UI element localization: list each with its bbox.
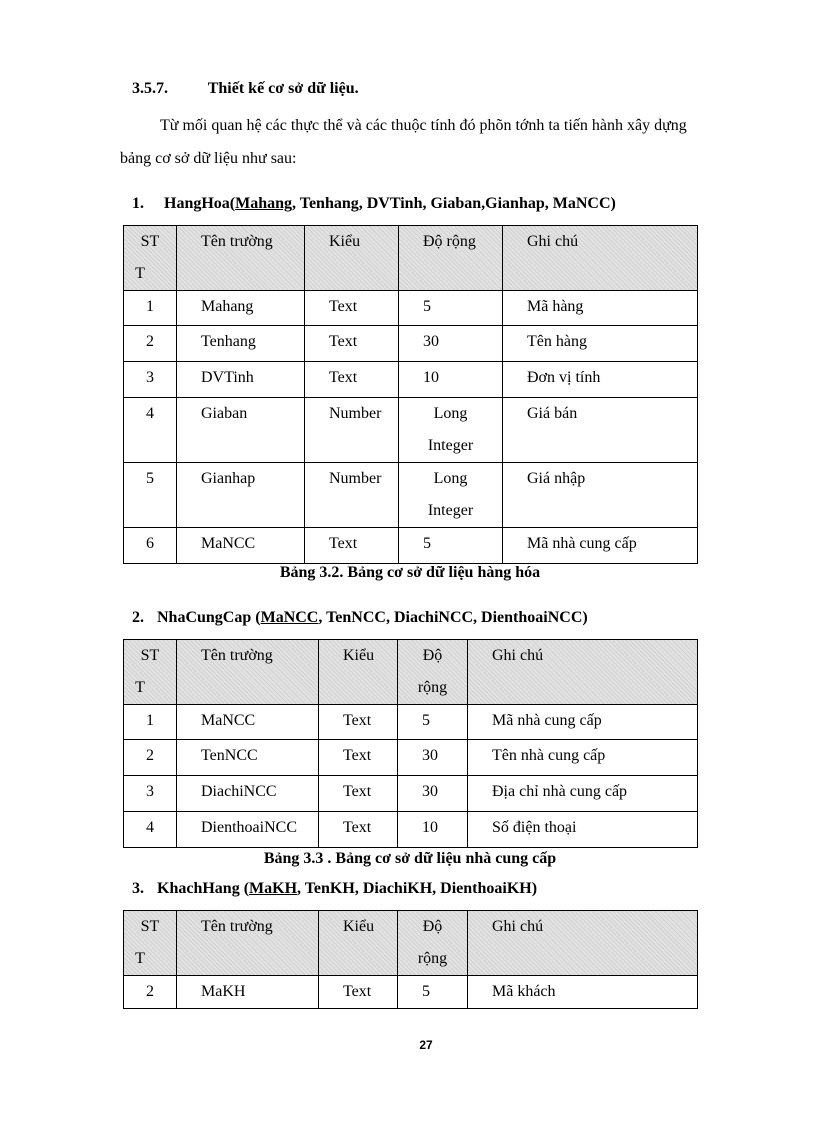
cell-type: Text [319, 705, 398, 740]
header-type: Kiểu [319, 911, 398, 976]
table-row [124, 705, 698, 740]
cell-note: Đơn vị tính [503, 362, 698, 398]
cell-field: MaNCC [177, 705, 319, 740]
cell-stt: 4 [124, 812, 177, 848]
table-row [124, 291, 698, 326]
header-note: Ghi chú [468, 911, 698, 976]
table-nhacungcap [123, 639, 698, 848]
cell-type: Text [319, 776, 398, 812]
cell-field: Gianhap [177, 463, 305, 528]
table-row [124, 398, 698, 463]
cell-width: 10 [398, 812, 468, 848]
cell-type: Text [305, 362, 399, 398]
table-row [124, 976, 698, 1009]
cell-field: Tenhang [177, 326, 305, 362]
section-title: Thiết kế cơ sở dữ liệu. [207, 80, 359, 97]
cell-field: DiachiNCC [177, 776, 319, 812]
table-3-key: MaKH [249, 880, 298, 897]
cell-note: Tên hàng [503, 326, 698, 362]
table-row [124, 528, 698, 564]
cell-note: Giá bán [503, 398, 698, 463]
intro-line-2: bảng cơ sở dữ liệu như sau: [120, 150, 297, 167]
cell-width: Long Integer [399, 463, 503, 528]
header-stt: ST T [124, 226, 177, 291]
cell-width: 5 [399, 528, 503, 564]
cell-stt: 3 [124, 776, 177, 812]
header-width: Độ rộng [399, 226, 503, 291]
cell-width: 30 [399, 326, 503, 362]
header-note: Ghi chú [503, 226, 698, 291]
cell-stt: 4 [124, 398, 177, 463]
cell-note: Mã hàng [503, 291, 698, 326]
header-type: Kiểu [305, 226, 399, 291]
table-1-title [132, 195, 616, 213]
table-header-row [124, 911, 698, 976]
header-stt: ST T [124, 640, 177, 705]
cell-type: Number [305, 398, 399, 463]
cell-note: Mã khách [468, 976, 698, 1009]
table-row [124, 812, 698, 848]
header-width: Độ rộng [398, 911, 468, 976]
table-2-caption: Bảng 3.3 . Bảng cơ sở dữ liệu nhà cung cấp [263, 850, 557, 867]
cell-type: Text [305, 528, 399, 564]
table-row [124, 463, 698, 528]
cell-stt: 6 [124, 528, 177, 564]
header-field: Tên trường [177, 640, 319, 705]
cell-field: DVTinh [177, 362, 305, 398]
cell-note: Mã nhà cung cấp [503, 528, 698, 564]
table-2-name: NhaCungCap ( [157, 609, 261, 626]
header-type: Kiểu [319, 640, 398, 705]
cell-width: 30 [398, 776, 468, 812]
section-heading [132, 80, 359, 98]
header-stt: ST T [124, 911, 177, 976]
table-1-caption: Bảng 3.2. Bảng cơ sở dữ liệu hàng hóa [279, 564, 541, 581]
cell-field: Mahang [177, 291, 305, 326]
table-2-title [132, 609, 588, 627]
cell-stt: 2 [124, 740, 177, 776]
section-number: 3.5.7. [132, 80, 168, 97]
cell-type: Text [319, 740, 398, 776]
cell-width: 30 [398, 740, 468, 776]
table-3-attributes: , TenKH, DiachiKH, DienthoaiKH) [297, 880, 538, 897]
cell-stt: 3 [124, 362, 177, 398]
table-1-name: HangHoa( [164, 195, 236, 212]
cell-width: Long Integer [399, 398, 503, 463]
cell-width: 5 [398, 705, 468, 740]
table-3-title [132, 880, 537, 898]
cell-stt: 1 [124, 291, 177, 326]
cell-type: Text [319, 812, 398, 848]
cell-note: Giá nhập [503, 463, 698, 528]
table-row [124, 776, 698, 812]
table-row [124, 740, 698, 776]
cell-note: Số điện thoại [468, 812, 698, 848]
page-number: 27 [419, 1038, 433, 1052]
intro-line-1: Từ mối quan hệ các thực thể và các thuộc tính đó phõn tớnh ta tiến hành xây dựng [160, 117, 687, 134]
table-2-key: MaNCC [260, 609, 319, 626]
cell-width: 5 [399, 291, 503, 326]
table-1-key: Mahang [235, 195, 293, 212]
table-khachhang [123, 910, 698, 1009]
cell-field: MaNCC [177, 528, 305, 564]
cell-field: TenNCC [177, 740, 319, 776]
cell-note: Mã nhà cung cấp [468, 705, 698, 740]
cell-stt: 5 [124, 463, 177, 528]
cell-type: Text [319, 976, 398, 1009]
table-2-attributes: , TenNCC, DiachiNCC, DienthoaiNCC) [318, 609, 588, 626]
cell-stt: 2 [124, 326, 177, 362]
cell-field: DienthoaiNCC [177, 812, 319, 848]
table-row [124, 362, 698, 398]
cell-type: Text [305, 291, 399, 326]
header-note: Ghi chú [468, 640, 698, 705]
cell-width: 10 [399, 362, 503, 398]
cell-type: Number [305, 463, 399, 528]
cell-stt: 2 [124, 976, 177, 1009]
header-field: Tên trường [177, 911, 319, 976]
cell-note: Tên nhà cung cấp [468, 740, 698, 776]
table-1-number: 1. [132, 195, 144, 212]
cell-width: 5 [398, 976, 468, 1009]
table-3-name: KhachHang ( [157, 880, 250, 897]
table-1-attributes: , Tenhang, DVTinh, Giaban,Gianhap, MaNCC) [292, 195, 616, 212]
header-field: Tên trường [177, 226, 305, 291]
table-2-number: 2. [132, 609, 144, 626]
cell-field: MaKH [177, 976, 319, 1009]
header-width: Độ rộng [398, 640, 468, 705]
table-header-row [124, 226, 698, 291]
cell-stt: 1 [124, 705, 177, 740]
cell-note: Địa chỉ nhà cung cấp [468, 776, 698, 812]
table-header-row [124, 640, 698, 705]
table-3-number: 3. [132, 880, 144, 897]
table-row [124, 326, 698, 362]
table-hanghoa [123, 225, 698, 564]
cell-field: Giaban [177, 398, 305, 463]
cell-type: Text [305, 326, 399, 362]
